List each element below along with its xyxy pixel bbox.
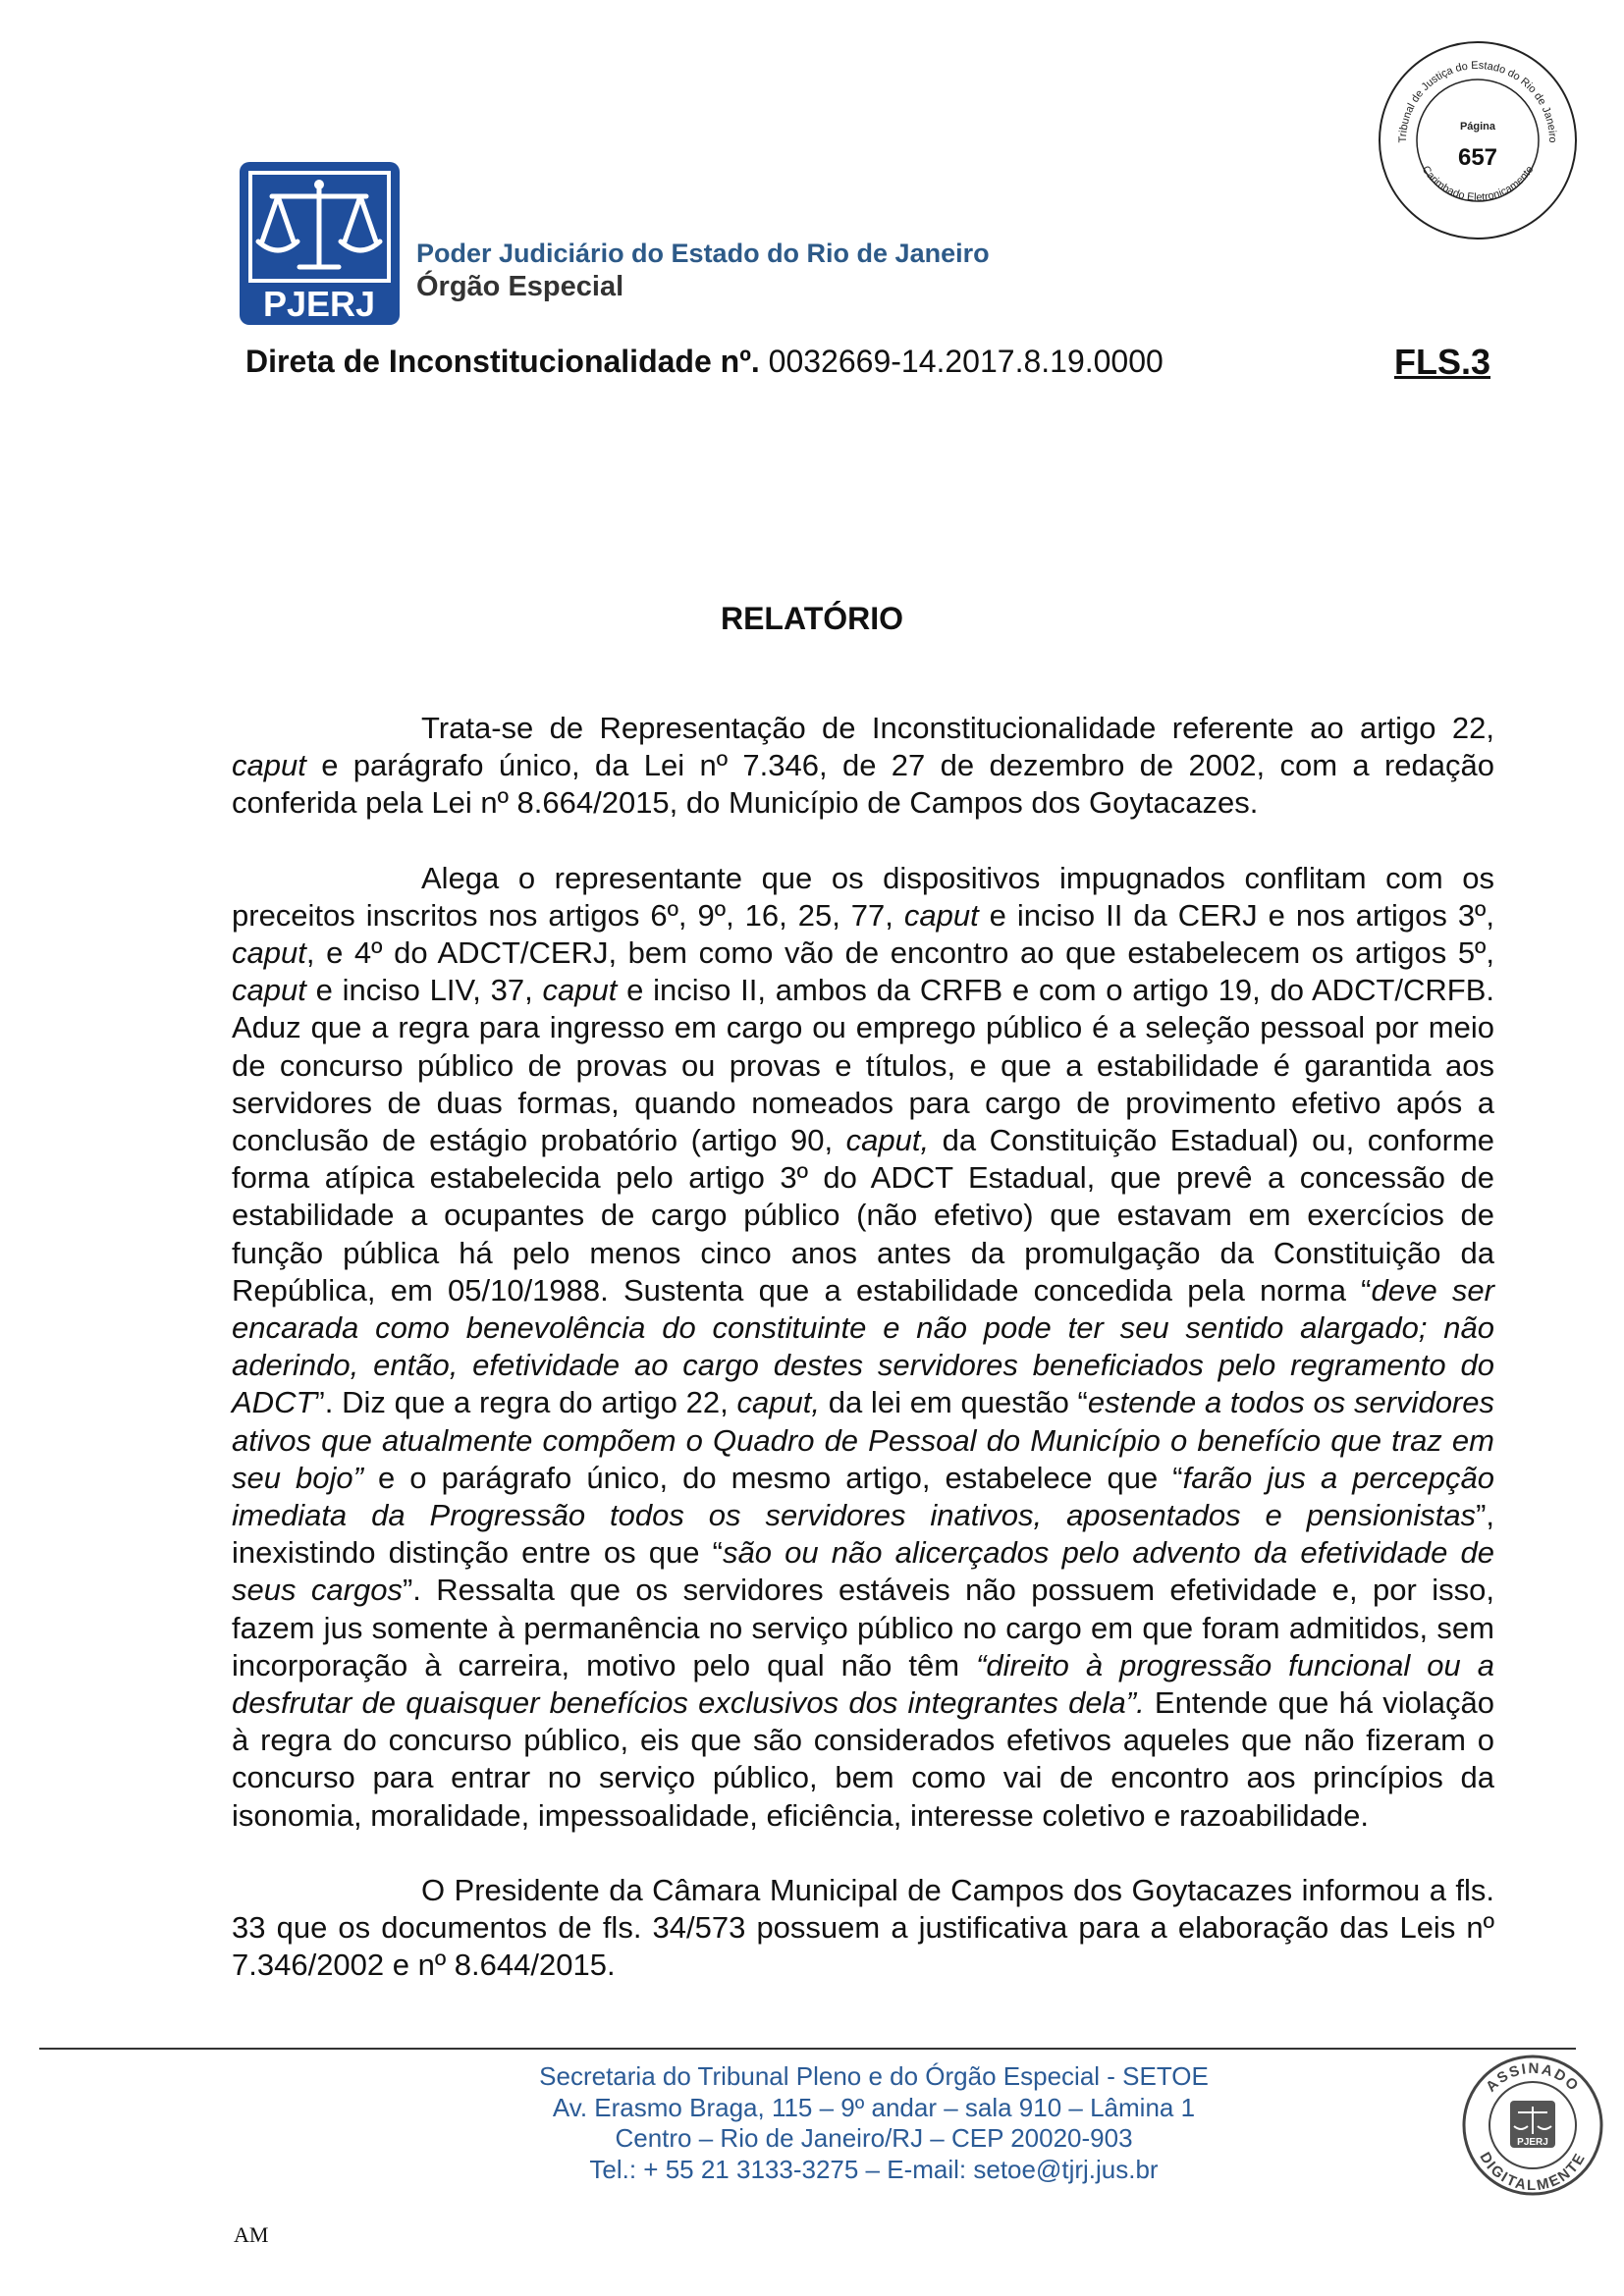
signature-arc-top: ASSINADO	[1483, 2059, 1583, 2096]
text-run: Entende que há violação à regra do concurso público, eis que são considerados efetivos aqueles que não fizeram o concurso para entrar no serviço público, bem como vai de encontro aos princípios da isonomia, moralidade, impessoalidade, eficiência, interesse coletivo e razoabilidade.	[232, 1685, 1494, 1833]
text-run: e inciso II, ambos da CRFB e com o artigo 19, do ADCT/CRFB. Aduz que a regra para ingresso em cargo ou emprego público é a seleção pessoal por meio de concurso público de provas ou provas e títulos, e que a estabilidade é garantida aos servidores de duas formas, quando nomeados para cargo de provimento efetivo após a conclusão de estágio probatório (artigo 90,	[232, 973, 1495, 1158]
italic-run: “direito à progressão funcional ou a desfrutar de quaisquer benefícios exclusivos dos integrantes dela”.	[232, 1647, 1494, 1721]
pjerj-logo	[239, 161, 401, 326]
page-stamp	[1377, 39, 1579, 241]
court-body: Órgão Especial	[416, 271, 624, 302]
sheet-number: FLS.3	[1394, 342, 1491, 382]
signature-logo-text: PJERJ	[1517, 2137, 1548, 2148]
stamp-page-label: Página	[1459, 121, 1496, 133]
case-number: 0032669-14.2017.8.19.0000	[768, 344, 1164, 379]
text-run: ”. Diz que a regra do artigo 22,	[314, 1385, 737, 1420]
text-run: , e 4º do ADCT/CERJ, bem como vão de encontro ao que estabelecem os artigos 5º,	[305, 935, 1494, 971]
italic-run: deve ser encarada como benevolência do constituinte e não pode ter seu sentido alargado; não aderindo, então, efetividade ao cargo destes servidores beneficiados pelo regramento do ADCT	[232, 1272, 1494, 1420]
text-run: ”, inexistindo distinção entre os que “	[232, 1498, 1494, 1571]
digital-signature-stamp	[1461, 2054, 1604, 2197]
text-run: e inciso II da CERJ e nos artigos 3º,	[978, 897, 1494, 933]
text-run: Alega o representante que os dispositivos impugnados conflitam com os preceitos inscritos nos artigos 6º, 9º, 16, 25, 77,	[232, 860, 1494, 933]
footer-line: Tel.: + 55 21 3133-3275 – E-mail: setoe@tjrj.jus.br	[589, 2154, 1159, 2184]
text-run: e o parágrafo único, do mesmo artigo, estabelece que “	[362, 1460, 1183, 1495]
stamp-page-number: 657	[1457, 144, 1498, 171]
svg-text:DIGITALMENTE	[1476, 2150, 1589, 2194]
footer-divider	[39, 2048, 1576, 2050]
report-body	[232, 710, 1494, 1985]
footer-line: Secretaria do Tribunal Pleno e do Órgão Especial - SETOE	[539, 2061, 1209, 2091]
case-line	[245, 342, 1164, 381]
footer-address	[432, 2061, 1316, 2185]
text-run: e inciso LIV, 37,	[305, 973, 543, 1008]
paragraph	[232, 860, 1494, 1835]
italic-run: são ou não alicerçados pelo advento da efetividade de seus cargos	[232, 1535, 1494, 1608]
stamp-arc-bottom: Carimbado Eletronicamente	[1419, 164, 1537, 204]
paragraph	[232, 1872, 1494, 1985]
italic-run: caput	[542, 973, 618, 1008]
report-title: RELATÓRIO	[720, 601, 904, 636]
italic-run: caput	[232, 748, 306, 783]
paragraph	[232, 710, 1494, 823]
italic-run: caput,	[845, 1123, 930, 1158]
footer-line: Av. Erasmo Braga, 115 – 9º andar – sala 910 – Lâmina 1	[552, 2092, 1196, 2122]
text-run: O Presidente da Câmara Municipal de Campos dos Goytacazes informou a fls. 33 que os documentos de fls. 34/573 possuem a justificativa para a elaboração das Leis nº 7.346/2002 e nº 8.644/2015.	[232, 1872, 1494, 1983]
italic-run: caput	[232, 935, 306, 971]
text-run: Trata-se de Representação de Inconstitucionalidade referente ao artigo 22,	[421, 711, 1494, 745]
text-run: da lei em questão “	[819, 1385, 1088, 1420]
footer-line: Centro – Rio de Janeiro/RJ – CEP 20020-903	[615, 2123, 1133, 2153]
text-run: ”. Ressalta que os servidores estáveis não possuem efetividade e, por isso, fazem jus somente à permanência no serviço público no cargo em que foram admitidos, sem incorporação à carreira, motivo pelo qual não têm	[232, 1573, 1494, 1682]
stamp-arc-top: Tribunal de Justiça do Estado do Rio de Janeiro	[1396, 59, 1559, 143]
text-run: da Constituição Estadual) ou, conforme forma atípica estabelecida pelo artigo 3º do ADCT Estadual, que prevê a concessão de estabilidade a ocupantes de cargo público (não efetivo) que estavam em exercícios de função pública há pelo menos cinco anos antes da promulgação da Constituição da República, em 05/10/1988. Sustenta que a estabilidade concedida pela norma “	[232, 1123, 1495, 1308]
italic-run: farão jus a percepção imediata da Progressão todos os servidores inativos, aposentados e pensionistas	[232, 1460, 1495, 1533]
logo-text: PJERJ	[262, 284, 376, 324]
italic-run: caput	[232, 973, 306, 1008]
text-run: e parágrafo único, da Lei nº 7.346, de 27 de dezembro de 2002, com a redação conferida pela Lei nº 8.664/2015, do Município de Campos dos Goytacazes.	[232, 748, 1494, 821]
signature-arc-bottom: DIGITALMENTE	[1476, 2149, 1590, 2195]
italic-run: estende a todos os servidores ativos que atualmente compõem o Quadro de Pessoal do Município o benefício que traz em seu bojo”	[232, 1385, 1494, 1495]
court-name: Poder Judiciário do Estado do Rio de Janeiro	[416, 239, 990, 268]
italic-run: caput,	[736, 1385, 820, 1420]
italic-run: caput	[903, 897, 979, 933]
case-label: Direta de Inconstitucionalidade nº.	[245, 344, 760, 379]
author-initials: AM	[234, 2222, 269, 2247]
